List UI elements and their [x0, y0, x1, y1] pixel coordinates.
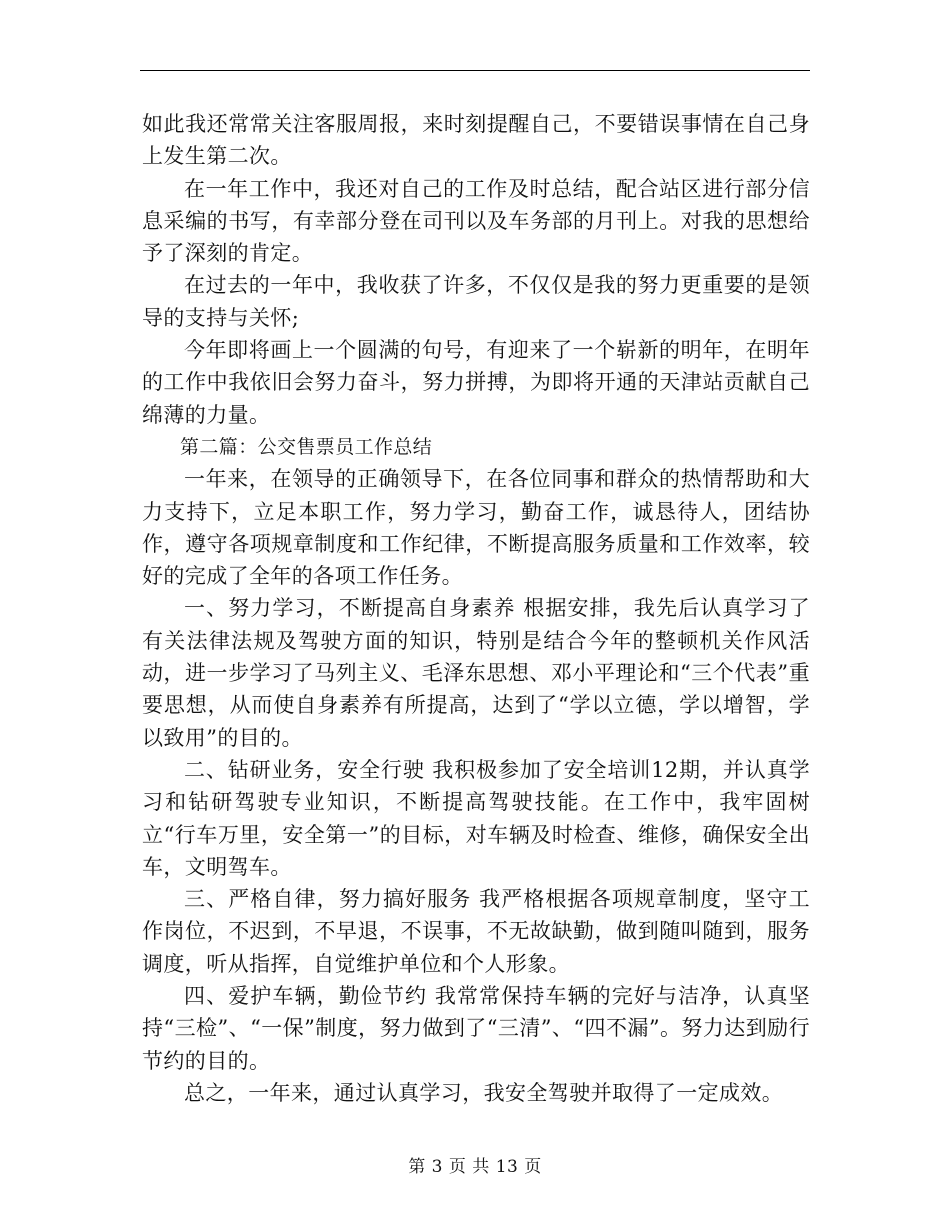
- paragraph-8: 三、严格自律，努力搞好服务 我严格根据各项规章制度，坚守工作岗位，不迟到，不早退，不误事，不无故缺勤，做到随叫随到，服务调度，听从指挥，自觉维护单位和个人形象。: [142, 887, 810, 976]
- paragraph-5: 一年来，在领导的正确领导下，在各位同事和群众的热情帮助和大力支持下，立足本职工作，努力学习，勤奋工作，诚恳待人，团结协作，遵守各项规章制度和工作纪律，不断提高服务质量和工作效率，较好的完成了全年的各项工作任务。: [142, 467, 810, 589]
- page-number: 第 3 页 共 13 页: [408, 1157, 542, 1177]
- paragraph-7: 二、钻研业务，安全行驶 我积极参加了安全培训12期，并认真学习和钻研驾驶专业知识，不断提高驾驶技能。在工作中，我牢固树立“行车万里，安全第一”的目标，对车辆及时检查、维修，确保安全出车，文明驾车。: [142, 757, 810, 879]
- paragraph-2: 在一年工作中，我还对自己的工作及时总结，配合站区进行部分信息采编的书写，有幸部分登在司刊以及车务部的月刊上。对我的思想给予了深刻的肯定。: [142, 176, 810, 266]
- paragraph-6: 一、努力学习，不断提高自身素养 根据安排，我先后认真学习了有关法律法规及驾驶方面的知识，特别是结合今年的整顿机关作风活动，进一步学习了马列主义、毛泽东思想、邓小平理论和“三个代表”重要思想，从而使自身素养有所提高，达到了“学以立德，学以增智，学以致用”的目的。: [142, 596, 810, 750]
- header-rule: [140, 70, 810, 71]
- document-body: [142, 108, 810, 1109]
- paragraph-9: 四、爱护车辆，勤俭节约 我常常保持车辆的完好与洁净，认真坚持“三检”、“一保”制度，努力做到了“三清”、“四不漏”。努力达到励行节约的目的。: [142, 984, 810, 1073]
- paragraph-4: 今年即将画上一个圆满的句号，有迎来了一个崭新的明年，在明年的工作中我依旧会努力奋斗，努力拼搏，为即将开通的天津站贡献自己绵薄的力量。: [142, 338, 810, 427]
- paragraph-3: 在过去的一年中，我收获了许多，不仅仅是我的努力更重要的是领导的支持与关怀;: [142, 273, 810, 330]
- section-heading: 第二篇：公交售票员工作总结: [180, 435, 433, 458]
- paragraph-1: 如此我还常常关注客服周报，来时刻提醒自己，不要错误事情在自己身上发生第二次。: [142, 112, 810, 169]
- paragraph-10: 总之，一年来，通过认真学习，我安全驾驶并取得了一定成效。: [184, 1080, 784, 1105]
